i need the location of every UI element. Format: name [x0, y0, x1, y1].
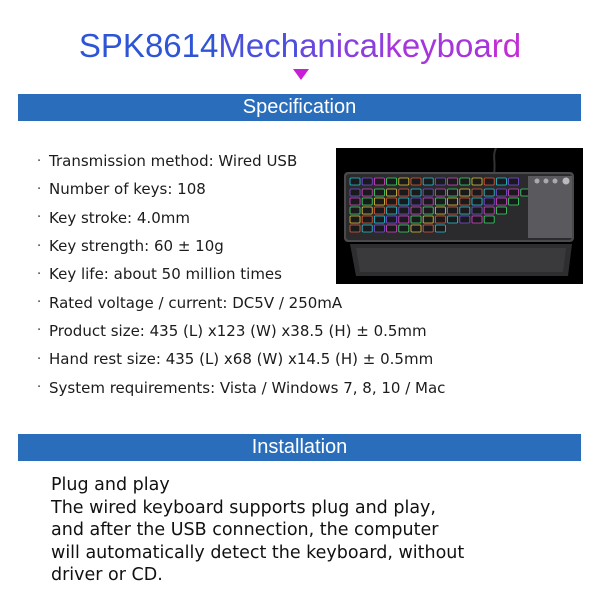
bullet-icon: ·: [37, 210, 42, 226]
keycap: [350, 225, 360, 232]
keycap: [374, 189, 384, 196]
keycap: [423, 198, 433, 205]
mechanical-keyboard-icon: [336, 148, 583, 284]
keycap: [484, 216, 494, 223]
keycap: [387, 207, 397, 214]
keycap: [496, 207, 506, 214]
keycap: [350, 178, 360, 185]
bullet-icon: ·: [37, 295, 42, 311]
keycap: [435, 198, 445, 205]
bullet-icon: ·: [37, 380, 42, 396]
spec-text: Product size: 435 (L) x123 (W) x38.5 (H) ± 0.5mm: [49, 321, 427, 340]
keycap: [448, 189, 458, 196]
bullet-icon: ·: [37, 153, 42, 169]
keycap: [362, 207, 372, 214]
keycap: [387, 216, 397, 223]
bullet-icon: ·: [37, 266, 42, 282]
keycap: [496, 178, 506, 185]
spec-text: Number of keys: 108: [49, 180, 206, 199]
installation-line: will automatically detect the keyboard, without: [51, 542, 465, 563]
installation-text: [51, 474, 464, 587]
keycap: [374, 207, 384, 214]
spec-text: Rated voltage / current: DC5V / 250mA: [49, 293, 343, 312]
keycap: [509, 198, 519, 205]
bullet-icon: ·: [37, 323, 42, 339]
keycap: [411, 207, 421, 214]
keycap: [374, 178, 384, 185]
installation-line: Plug and play: [51, 475, 170, 495]
spec-text: System requirements: Vista / Windows 7, 8, 10 / Mac: [49, 378, 446, 397]
keycap: [411, 198, 421, 205]
spec-item: [37, 317, 445, 345]
title-part: Mech: [218, 27, 300, 64]
spec-text: Key life: about 50 million times: [49, 265, 282, 284]
keycap: [399, 225, 409, 232]
keycap: [399, 178, 409, 185]
keycap: [423, 225, 433, 232]
keycap: [484, 178, 494, 185]
keycap: [399, 198, 409, 205]
keycap: [387, 198, 397, 205]
keycap: [350, 207, 360, 214]
keycap: [423, 178, 433, 185]
keycap: [423, 216, 433, 223]
keycap: [472, 207, 482, 214]
title-part: keyboa: [385, 27, 492, 64]
keycap: [350, 189, 360, 196]
title-part: an: [299, 27, 336, 64]
bullet-icon: ·: [37, 181, 42, 197]
title-part: ical: [335, 27, 386, 64]
keycap: [460, 198, 470, 205]
specification-heading: Specification: [242, 96, 357, 118]
spec-text: Key strength: 60 ± 10g: [49, 237, 224, 256]
keycap: [460, 178, 470, 185]
title-part: SPK8614: [78, 27, 219, 64]
keycap: [374, 216, 384, 223]
keycap: [435, 207, 445, 214]
keycap: [448, 198, 458, 205]
keycap: [448, 178, 458, 185]
keycap: [350, 198, 360, 205]
installation-banner: [18, 434, 581, 461]
keycap: [411, 216, 421, 223]
keycap: [472, 189, 482, 196]
bullet-icon: ·: [37, 351, 42, 367]
page-title: [0, 24, 600, 68]
specification-banner: [18, 94, 581, 121]
keycap: [509, 178, 519, 185]
keycap: [362, 198, 372, 205]
spec-text: Key stroke: 4.0mm: [49, 208, 190, 227]
spec-item: [37, 288, 445, 316]
keycap: [411, 178, 421, 185]
keycap: [362, 216, 372, 223]
keycap: [435, 216, 445, 223]
keycap: [484, 189, 494, 196]
keycap: [472, 178, 482, 185]
keycap: [374, 198, 384, 205]
installation-heading: Installation: [251, 436, 348, 458]
keycap: [387, 225, 397, 232]
keycap: [460, 216, 470, 223]
keycap: [472, 216, 482, 223]
keycap: [399, 216, 409, 223]
keycap: [411, 225, 421, 232]
keycap: [423, 207, 433, 214]
keycap: [374, 225, 384, 232]
bullet-icon: ·: [37, 238, 42, 254]
installation-line: and after the USB connection, the computer: [51, 520, 439, 540]
keycap: [448, 207, 458, 214]
keycap: [435, 189, 445, 196]
keycap: [496, 198, 506, 205]
keycap: [423, 189, 433, 196]
keycap: [448, 216, 458, 223]
spec-text: Hand rest size: 435 (L) x68 (W) x14.5 (H) ± 0.5mm: [49, 350, 434, 369]
spec-item: [37, 373, 445, 401]
spec-item: [37, 345, 445, 373]
keycap: [435, 225, 445, 232]
keycap: [362, 178, 372, 185]
keycap: [496, 189, 506, 196]
keycap: [399, 207, 409, 214]
keycap: [472, 198, 482, 205]
installation-line: The wired keyboard supports plug and play,: [51, 497, 436, 518]
keycap: [399, 189, 409, 196]
keycap: [460, 207, 470, 214]
keycap: [387, 178, 397, 185]
pointer-triangle-icon: [293, 69, 309, 80]
spec-text: Transmission method: Wired USB: [49, 152, 298, 171]
keycap: [350, 216, 360, 223]
keycap: [362, 225, 372, 232]
keycap: [460, 189, 470, 196]
keycap: [509, 189, 519, 196]
keycap: [362, 189, 372, 196]
keycap: [411, 189, 421, 196]
keycap: [484, 198, 494, 205]
title-part: rd: [491, 27, 522, 64]
keycap: [435, 178, 445, 185]
installation-line: driver or CD.: [51, 565, 163, 585]
keycap: [387, 189, 397, 196]
keycap: [484, 207, 494, 214]
